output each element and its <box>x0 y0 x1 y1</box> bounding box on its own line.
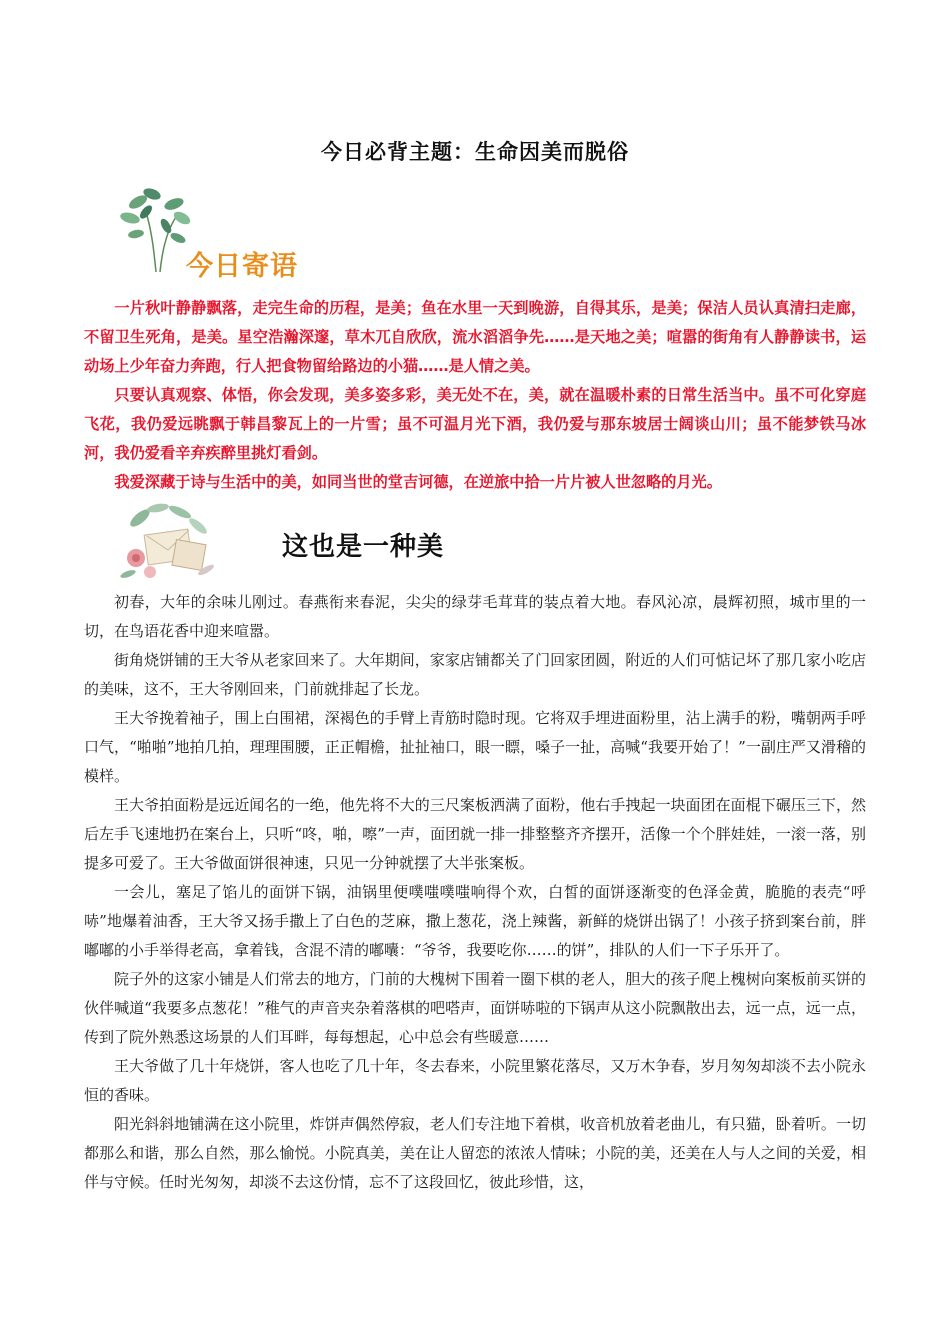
story-paragraph: 一会儿，塞足了馅儿的面饼下锅，油锅里便噗嗤噗嗤响得个欢，白皙的面饼逐渐变的色泽金黄，脆脆的表壳“呼哧”地爆着油香，王大爷又扬手撒上了白色的芝麻，撒上葱花，浇上辣酱，新鲜的烧饼出锅了！小孩子挤到案台前，胖嘟嘟的小手举得老高，拿着钱，含混不清的嘟囔：“爷爷，我要吃你……的饼”，排队的人们一下子乐开了。 <box>84 883 866 959</box>
story-paragraph: 阳光斜斜地铺满在这小院里，炸饼声偶然停寂，老人们专注地下着棋，收音机放着老曲儿，有只猫，卧着听。一切都那么和谐，那么自然，那么愉悦。小院真美，美在让人留恋的浓浓人情味；小院的美，还美在人与人之间的关爱，相伴与守候。任时光匆匆，却淡不去这份情，忘不了这段回忆，彼此珍惜，这， <box>84 1115 866 1191</box>
section-heading-story: 这也是一种美 <box>282 532 445 562</box>
section-heading-daily-message: 今日寄语 <box>186 251 298 282</box>
daily-message-paragraph: 只要认真观察、体悟，你会发现，美多姿多彩，美无处不在，美，就在温暖朴素的日常生活当中。虽不可化穿庭飞花，我仍爱远眺飘于韩昌黎瓦上的一片雪；虽不可温月光下酒，我仍爱与那东坡居士阔谈山川；虽不能梦铁马冰河，我仍爱看辛弃疾醉里挑灯看剑。 <box>84 386 866 462</box>
story-body <box>84 588 866 1197</box>
daily-message-paragraph: 一片秋叶静静飘落，走完生命的历程，是美；鱼在水里一天到晚游，自得其乐，是美；保洁人员认真清扫走廊，不留卫生死角，是美。星空浩瀚深邃，草木兀自欣欣，流水滔滔争先……是天地之美；喧嚣的街角有人静静读书，运动场上少年奋力奔跑，行人把食物留给路边的小猫……是人情之美。 <box>84 299 866 375</box>
letter-flower-decoration-icon <box>118 498 218 588</box>
story-paragraph: 院子外的这家小铺是人们常去的地方，门前的大槐树下围着一圈下棋的老人，胆大的孩子爬上槐树向案板前买饼的伙伴喊道“我要多点葱花！”稚气的声音夹杂着落棋的吧嗒声，面饼哧啦的下锅声从这小院飘散出去，远一点，远一点，传到了院外熟悉这场景的人们耳畔，每每想起，心中总会有些暖意…… <box>84 970 866 1046</box>
story-paragraph: 王大爷挽着袖子，围上白围裙，深褐色的手臂上青筋时隐时现。它将双手埋进面粉里，沾上满手的粉，嘴朝两手呼口气，“啪啪”地拍几拍，理理围腰，正正帽檐，扯扯袖口，眼一瞟，嗓子一扯，高喊“我要开始了！”一副庄严又滑稽的模样。 <box>84 709 866 785</box>
leaf-decoration-icon <box>116 182 194 274</box>
page-title: 今日必背主题：生命因美而脱俗 <box>321 139 629 164</box>
story-paragraph: 王大爷拍面粉是远近闻名的一绝，他先将不大的三尺案板洒满了面粉，他右手拽起一块面团在面棍下碾压三下，然后左手飞速地扔在案台上，只听“咚，啪，嚓”一声，面团就一排一排整整齐齐摆开，活像一个个胖娃娃，一滚一落，别提多可爱了。王大爷做面饼很神速，只见一分钟就摆了大半张案板。 <box>84 796 866 872</box>
daily-message-paragraph: 我爱深藏于诗与生活中的美，如同当世的堂吉诃德，在逆旅中拾一片片被人世忽略的月光。 <box>114 473 722 491</box>
daily-message-block <box>84 294 866 497</box>
story-paragraph: 街角烧饼铺的王大爷从老家回来了。大年期间，家家店铺都关了门回家团圆，附近的人们可惦记坏了那几家小吃店的美味，这不，王大爷刚回来，门前就排起了长龙。 <box>84 651 866 698</box>
story-paragraph: 初春，大年的余味儿刚过。春燕衔来春泥，尖尖的绿芽毛茸茸的装点着大地。春风沁凉，晨辉初照，城市里的一切，在鸟语花香中迎来喧嚣。 <box>84 593 866 640</box>
story-paragraph: 王大爷做了几十年烧饼，客人也吃了几十年，冬去春来，小院里繁花落尽，又万木争春，岁月匆匆却淡不去小院永恒的香味。 <box>84 1057 866 1104</box>
